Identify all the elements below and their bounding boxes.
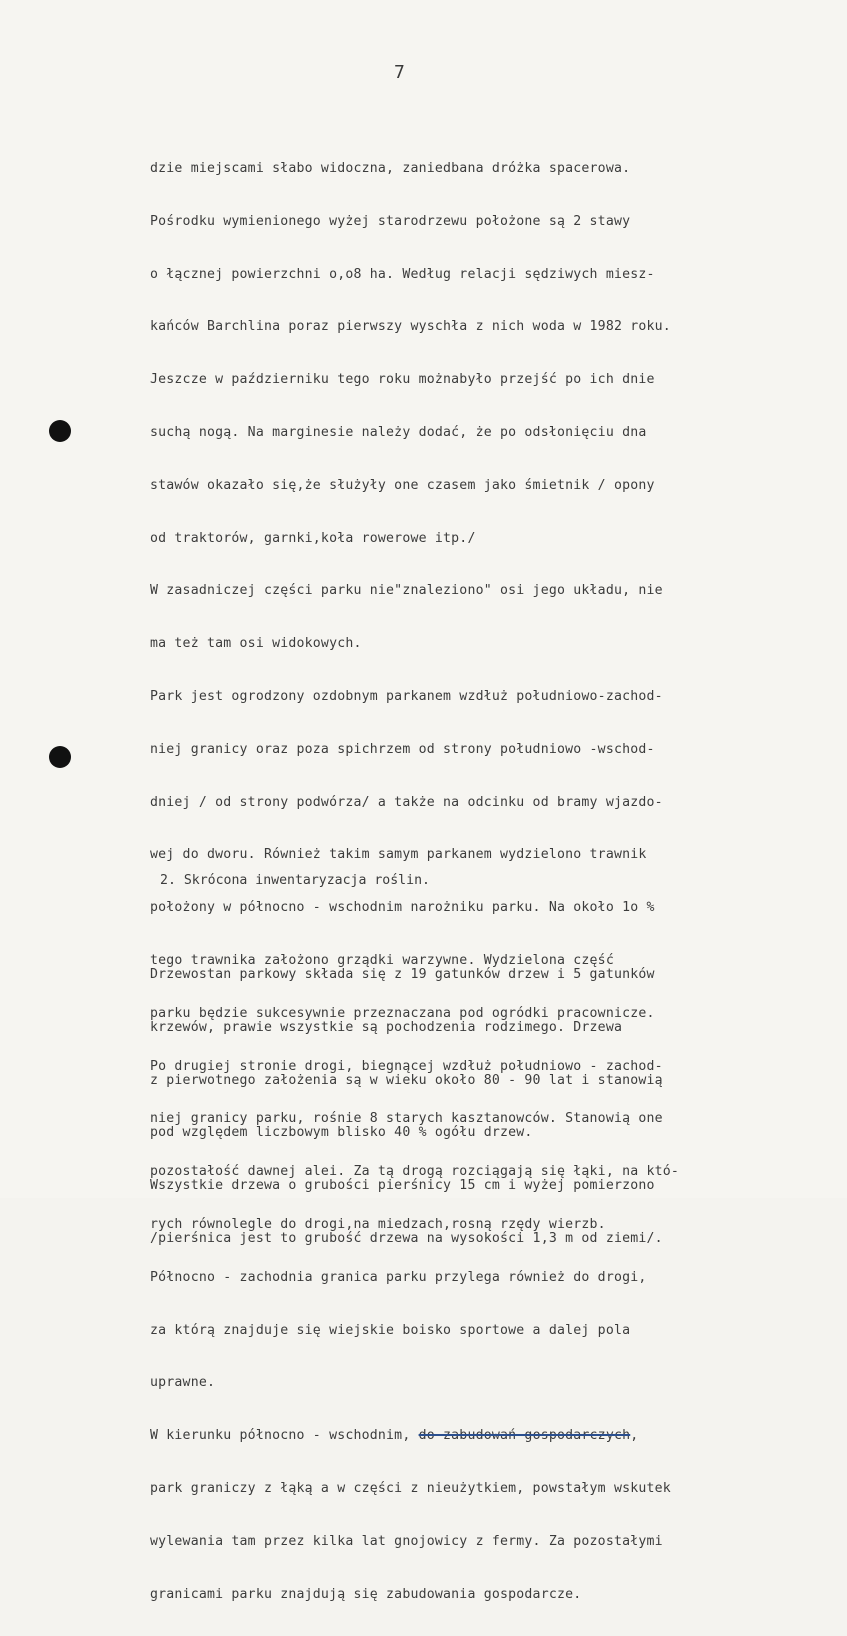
text-line: stawów okazało się,że służyły one czasem jako śmietnik / opony bbox=[150, 477, 655, 493]
text-line: Drzewostan parkowy składa się z 19 gatunków drzew i 5 gatunków bbox=[150, 967, 655, 982]
text-line: suchą nogą. Na marginesie należy dodać, że po odsłonięciu dna bbox=[150, 424, 647, 440]
text-line: dzie miejscami słabo widoczna, zaniedbana dróżka spacerowa. bbox=[150, 161, 631, 176]
text-line: rych równolegle do drogi,na miedzach,rosną rzędy wierzb. bbox=[150, 1216, 606, 1232]
section-paragraph bbox=[150, 934, 830, 1281]
text-line: /pierśnica jest to grubość drzewa na wysokości 1,3 m od ziemi/. bbox=[150, 1230, 663, 1246]
text-line: tego trawnika założono grządki warzywne. Wydzielona część bbox=[150, 952, 614, 968]
text-line: Pośrodku wymienionego wyżej starodrzewu położone są 2 stawy bbox=[150, 213, 631, 229]
text-line: granicami parku znajdują się zabudowania gospodarcze. bbox=[150, 1586, 582, 1602]
text-line: wej do dworu. Również takim samym parkanem wydzielono trawnik bbox=[150, 847, 647, 863]
section-heading: 2. Skrócona inwentaryzacja roślin. bbox=[160, 873, 430, 888]
text-line: za którą znajduje się wiejskie boisko sportowe a dalej pola bbox=[150, 1322, 631, 1338]
text-line-with-strikethrough: W kierunku północno - wschodnim, do zabudowań gospodarczych, bbox=[150, 1428, 639, 1444]
punch-hole bbox=[49, 420, 71, 442]
text-line: od traktorów, garnki,koła rowerowe itp./ bbox=[150, 530, 476, 546]
text-line: Park jest ogrodzony ozdobnym parkanem wzdłuż południowo-zachod- bbox=[150, 688, 663, 704]
text-line: Północno - zachodnia granica parku przylega również do drogi, bbox=[150, 1269, 647, 1285]
text-line: Jeszcze w październiku tego roku możnabyło przejść po ich dnie bbox=[150, 372, 655, 388]
text-line: pozostałość dawnej alei. Za tą drogą rozciągają się łąki, na któ- bbox=[150, 1164, 680, 1180]
text-line: wylewania tam przez kilka lat gnojowicy z fermy. Za pozostałymi bbox=[150, 1533, 663, 1549]
text-fragment: W kierunku północno - wschodnim, bbox=[150, 1428, 419, 1444]
text-line: niej granicy oraz poza spichrzem od strony południowo -wschod- bbox=[150, 741, 655, 757]
punch-hole bbox=[49, 746, 71, 768]
text-line: o łącznej powierzchni o,o8 ha. Według relacji sędziwych miesz- bbox=[150, 266, 655, 282]
text-line: W zasadniczej części parku nie"znaleziono" osi jego układu, nie bbox=[150, 583, 663, 599]
text-line: niej granicy parku, rośnie 8 starych kasztanowców. Stanowią one bbox=[150, 1111, 663, 1127]
text-line: Wszystkie drzewa o grubości pierśnicy 15 cm i wyżej pomierzono bbox=[150, 1178, 655, 1194]
struck-out-text: do zabudowań gospodarczych bbox=[418, 1428, 631, 1444]
text-line: uprawne. bbox=[150, 1375, 216, 1391]
text-line: z pierwotnego założenia są w wieku około 80 - 90 lat i stanowią bbox=[150, 1072, 663, 1088]
text-line: parku będzie sukcesywnie przeznaczana pod ogródki pracownicze. bbox=[150, 1005, 655, 1021]
text-line: położony w północno - wschodnim narożniku parku. Na około 1o % bbox=[150, 900, 655, 916]
text-line: park graniczy z łąką a w części z nieużytkiem, powstałym wskutek bbox=[150, 1480, 671, 1496]
page-number: 7 bbox=[394, 62, 405, 83]
text-line: dniej / od strony podwórza/ a także na odcinku od bramy wjazdo- bbox=[150, 794, 663, 810]
text-line: kańców Barchlina poraz pierwszy wyschła z nich woda w 1982 roku. bbox=[150, 319, 671, 335]
text-line: Po drugiej stronie drogi, biegnącej wzdłuż południowo - zachod- bbox=[150, 1058, 663, 1074]
text-line: krzewów, prawie wszystkie są pochodzenia rodzimego. Drzewa bbox=[150, 1019, 623, 1035]
text-line: pod względem liczbowym blisko 40 % ogółu drzew. bbox=[150, 1125, 533, 1141]
text-line: ma też tam osi widokowych. bbox=[150, 636, 362, 652]
